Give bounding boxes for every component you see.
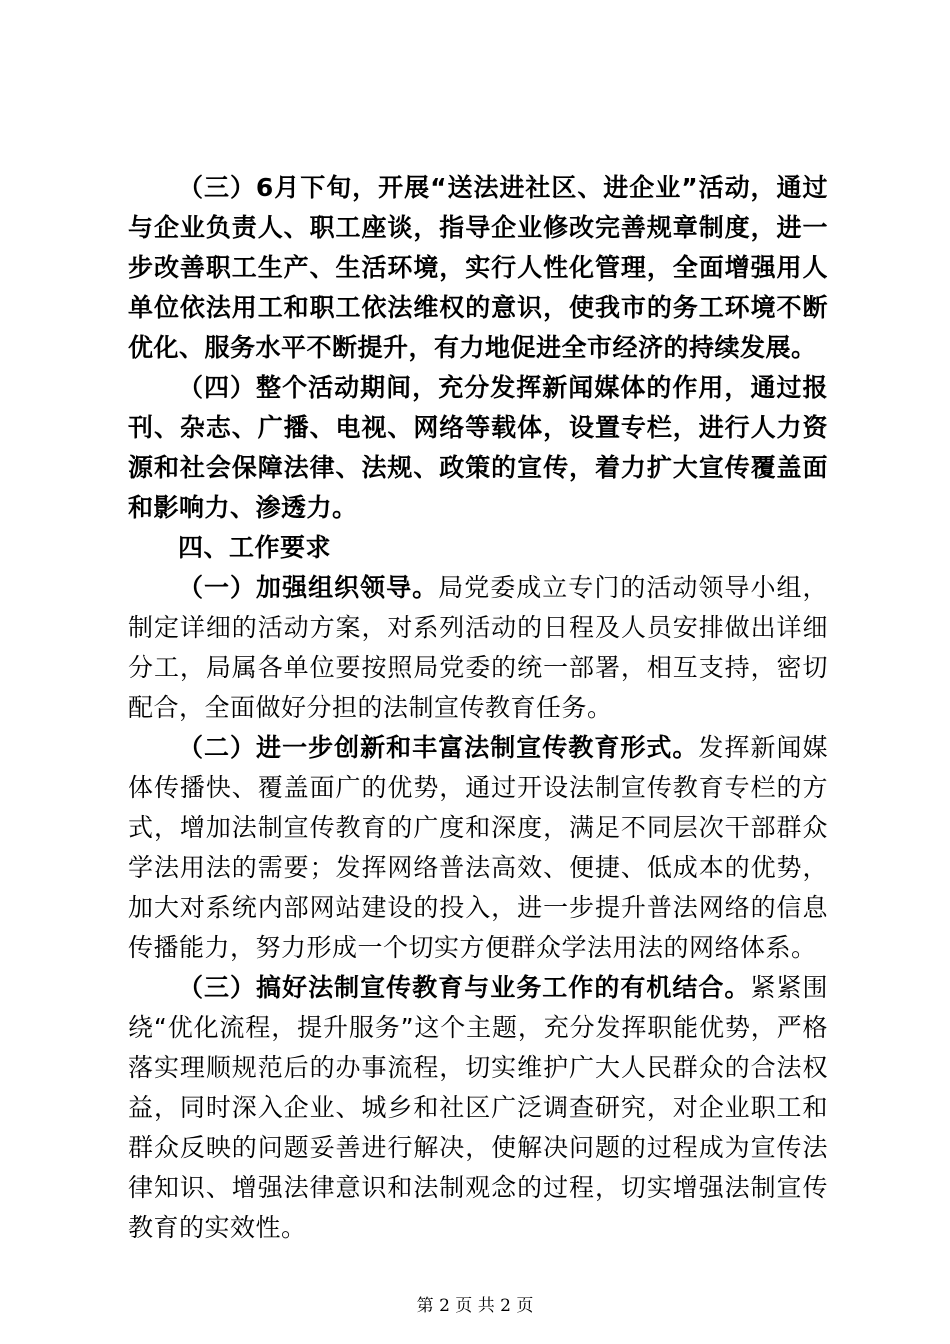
requirement-3-body: 紧紧围绕“优化流程，提升服务”这个主题，充分发挥职能优势，严格落实理顺规范后的办事流程，切实维护广大人民群众的合法权益，同时深入企业、城乡和社区广泛调查研究，对企业职工和群众反映的问题妥善进行解决，使解决问题的过程成为宣传法律知识、增强法律意识和法制观念的过程，切实增强法制宣传教育的实效性。: [128, 973, 828, 1242]
section-heading: 四、工作要求: [178, 533, 332, 562]
requirement-2-body: 发挥新闻媒体传播快、覆盖面广的优势，通过开设法制宣传教育专栏的方式，增加法制宣传教育的广度和深度，满足不同层次干部群众学法用法的需要；发挥网络普法高效、便捷、低成本的优势，加大对系统内部网站建设的投入，进一步提升普法网络的信息传播能力，努力形成一个切实方便群众学法用法的网络体系。: [128, 733, 828, 962]
requirement-1: [128, 568, 828, 728]
requirement-3-lead: （三）搞好法制宣传教育与业务工作的有机结合。: [178, 973, 751, 1002]
paragraph-activity-3: （三）6月下旬，开展“送法进社区、进企业”活动，通过与企业负责人、职工座谈，指导企业修改完善规章制度，进一步改善职工生产、生活环境，实行人性化管理，全面增强用人单位依法用工和职工依法维权的意识，使我市的务工环境不断优化、服务水平不断提升，有力地促进全市经济的持续发展。: [128, 173, 828, 362]
document-body: [128, 168, 828, 1248]
requirement-1-lead: （一）加强组织领导。: [178, 573, 439, 602]
requirement-1-body: 局党委成立专门的活动领导小组，制定详细的活动方案，对系列活动的日程及人员安排做出详细分工，局属各单位要按照局党委的统一部署，相互支持，密切配合，全面做好分担的法制宣传教育任务。: [128, 573, 828, 722]
page-footer: 第 2 页 共 2 页: [416, 1296, 534, 1316]
paragraph-activity-4: （四）整个活动期间，充分发挥新闻媒体的作用，通过报刊、杂志、广播、电视、网络等载体，设置专栏，进行人力资源和社会保障法律、法规、政策的宣传，着力扩大宣传覆盖面和影响力、渗透力。: [128, 373, 828, 522]
requirement-2-lead: （二）进一步创新和丰富法制宣传教育形式。: [178, 733, 699, 762]
requirement-3: [128, 968, 828, 1248]
requirement-2: [128, 728, 828, 968]
